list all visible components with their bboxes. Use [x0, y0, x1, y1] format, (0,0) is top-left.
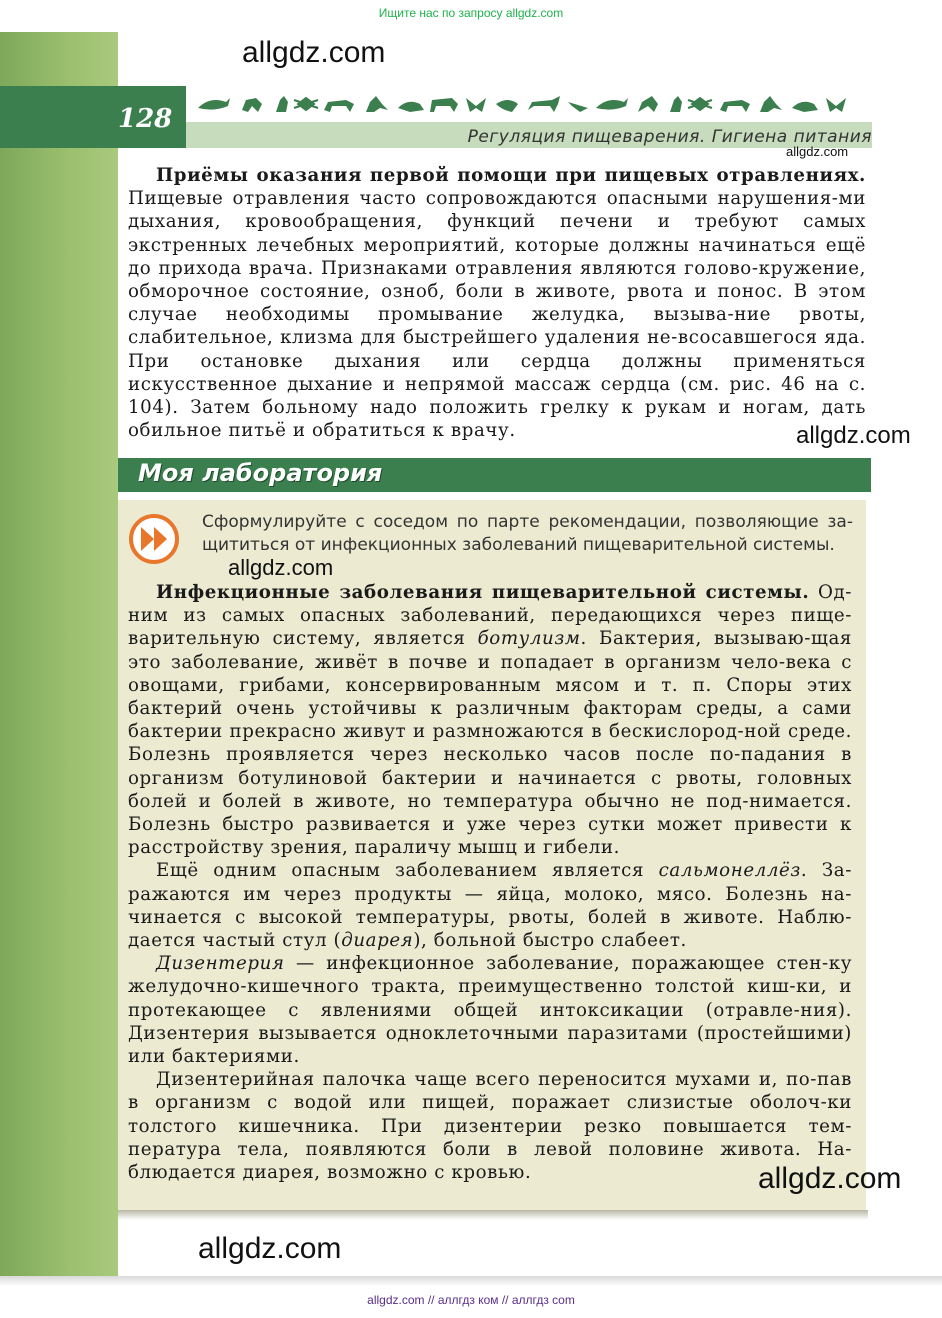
first-aid-section — [128, 164, 866, 442]
animal-silhouettes-decoration — [196, 90, 872, 118]
paragraph-text: — инфекционное заболевание, поражающее стен-ку желудочно-кишечного тракта, преимущественно толстой киш-ки, и протекающее с явлениями общей интоксикации (отравле-ния). Дизентерия вызывается одноклеточными паразитами (простейшими) или бактериями. — [128, 953, 852, 1068]
term-dysentery: Дизентерия — [156, 953, 285, 975]
watermark: allgdz.com — [242, 36, 386, 69]
top-banner[interactable]: Ищите нас по запросу allgdz.com — [378, 6, 564, 20]
infectious-diseases-heading: Инфекционные заболевания пищеварительной системы. — [156, 582, 810, 603]
bottom-links[interactable]: allgdz.com // аллгдз ком // аллгдз com — [367, 1293, 575, 1307]
term-diarrhea: диарея — [341, 930, 414, 952]
paragraph-text: . За-ражаются им через продукты — яйца, молоко, мясо. Болезнь на-чинается с высокой температуры, рвоты, болей в животе. Наблю-дается частый стул ( — [128, 860, 852, 952]
watermark: allgdz.com — [758, 1162, 902, 1195]
page-number: 128 — [118, 104, 173, 134]
paragraph-text: Дизентерийная палочка чаще всего переносится мухами и, по-пав в организм с водой или пищей, поражает слизистые оболоч-ки толстого кишечника. При дизентерии резко повышается тем-пература тела, появляются боли в левой половине живота. На-блюдается диарея, возможно с кровью. — [128, 1069, 852, 1184]
term-salmonellosis: сальмонеллёз — [658, 860, 801, 882]
lab-task: Сформулируйте с соседом по парте рекомендации, позволяющие за-щититься от инфекционных заболеваний пищеварительной системы. — [202, 512, 853, 555]
lab-title: Моя лаборатория — [138, 459, 383, 487]
watermark: allgdz.com — [796, 422, 911, 449]
chapter-title: Регуляция пищеварения. Гигиена питания — [467, 127, 872, 147]
first-aid-heading: Приёмы оказания первой помощи при пищевых отравлениях. — [156, 165, 866, 186]
term-botulism: ботулизм — [477, 628, 581, 650]
watermark: allgdz.com — [786, 144, 849, 159]
watermark: allgdz.com — [198, 1232, 342, 1265]
paragraph-text: Ещё одним опасным заболеванием является — [156, 860, 645, 882]
watermark: allgdz.com — [228, 555, 334, 580]
paragraph-text: Од-ним из самых опасных заболеваний, передающихся через пище-варительную систему, является — [128, 582, 852, 650]
first-aid-body: Пищевые отравления часто сопровождаются опасными нарушения-ми дыхания, кровообращения, функций печени и требуют самых экстренных лечебных мероприятий, которые должны начинаться ещё до прихода врача. Признаками отравления являются голово-кружение, обморочное состояние, озноб, боли в животе, рвота и понос. В этом случае необходимы промывание желудка, вызыва-ние рвоты, слабительное, клизма для быстрейшего удаления не-всосавшегося яда. При остановке дыхания или сердца должны применяться искусственное дыхание и непрямой массаж сердца (см. рис. 46 на с. 104). Затем больному надо положить грелку к рукам и ногам, дать обильное питьё и обратиться к врачу. — [128, 188, 866, 442]
fast-forward-icon — [128, 513, 180, 565]
lab-box-shadow — [118, 1210, 868, 1220]
infectious-diseases-section — [128, 581, 852, 1184]
page-left-margin-strip — [0, 32, 118, 1276]
paragraph-text: . Бактерия, вызываю-щая это заболевание, живёт в почве и попадает в организм чело-века с овощами, грибами, консервированным мясом и т. п. Споры этих бактерий очень устойчивы к различным факторам среды, а сами бактерии прекрасно живут и размножаются в бескислород-ной среде. Болезнь проявляется через несколько часов после по-падания в организм ботулиновой бактерии и начинается с рвоты, головных болей и болей в животе, но температура обычно не под-нимается. Болезнь быстро развивается и уже через сутки может привести к расстройству зрения, параличу мышц и гибели. — [128, 628, 852, 859]
page-bottom-shadow — [0, 1276, 942, 1286]
paragraph-text: ), больной быстро слабеет. — [413, 930, 687, 952]
